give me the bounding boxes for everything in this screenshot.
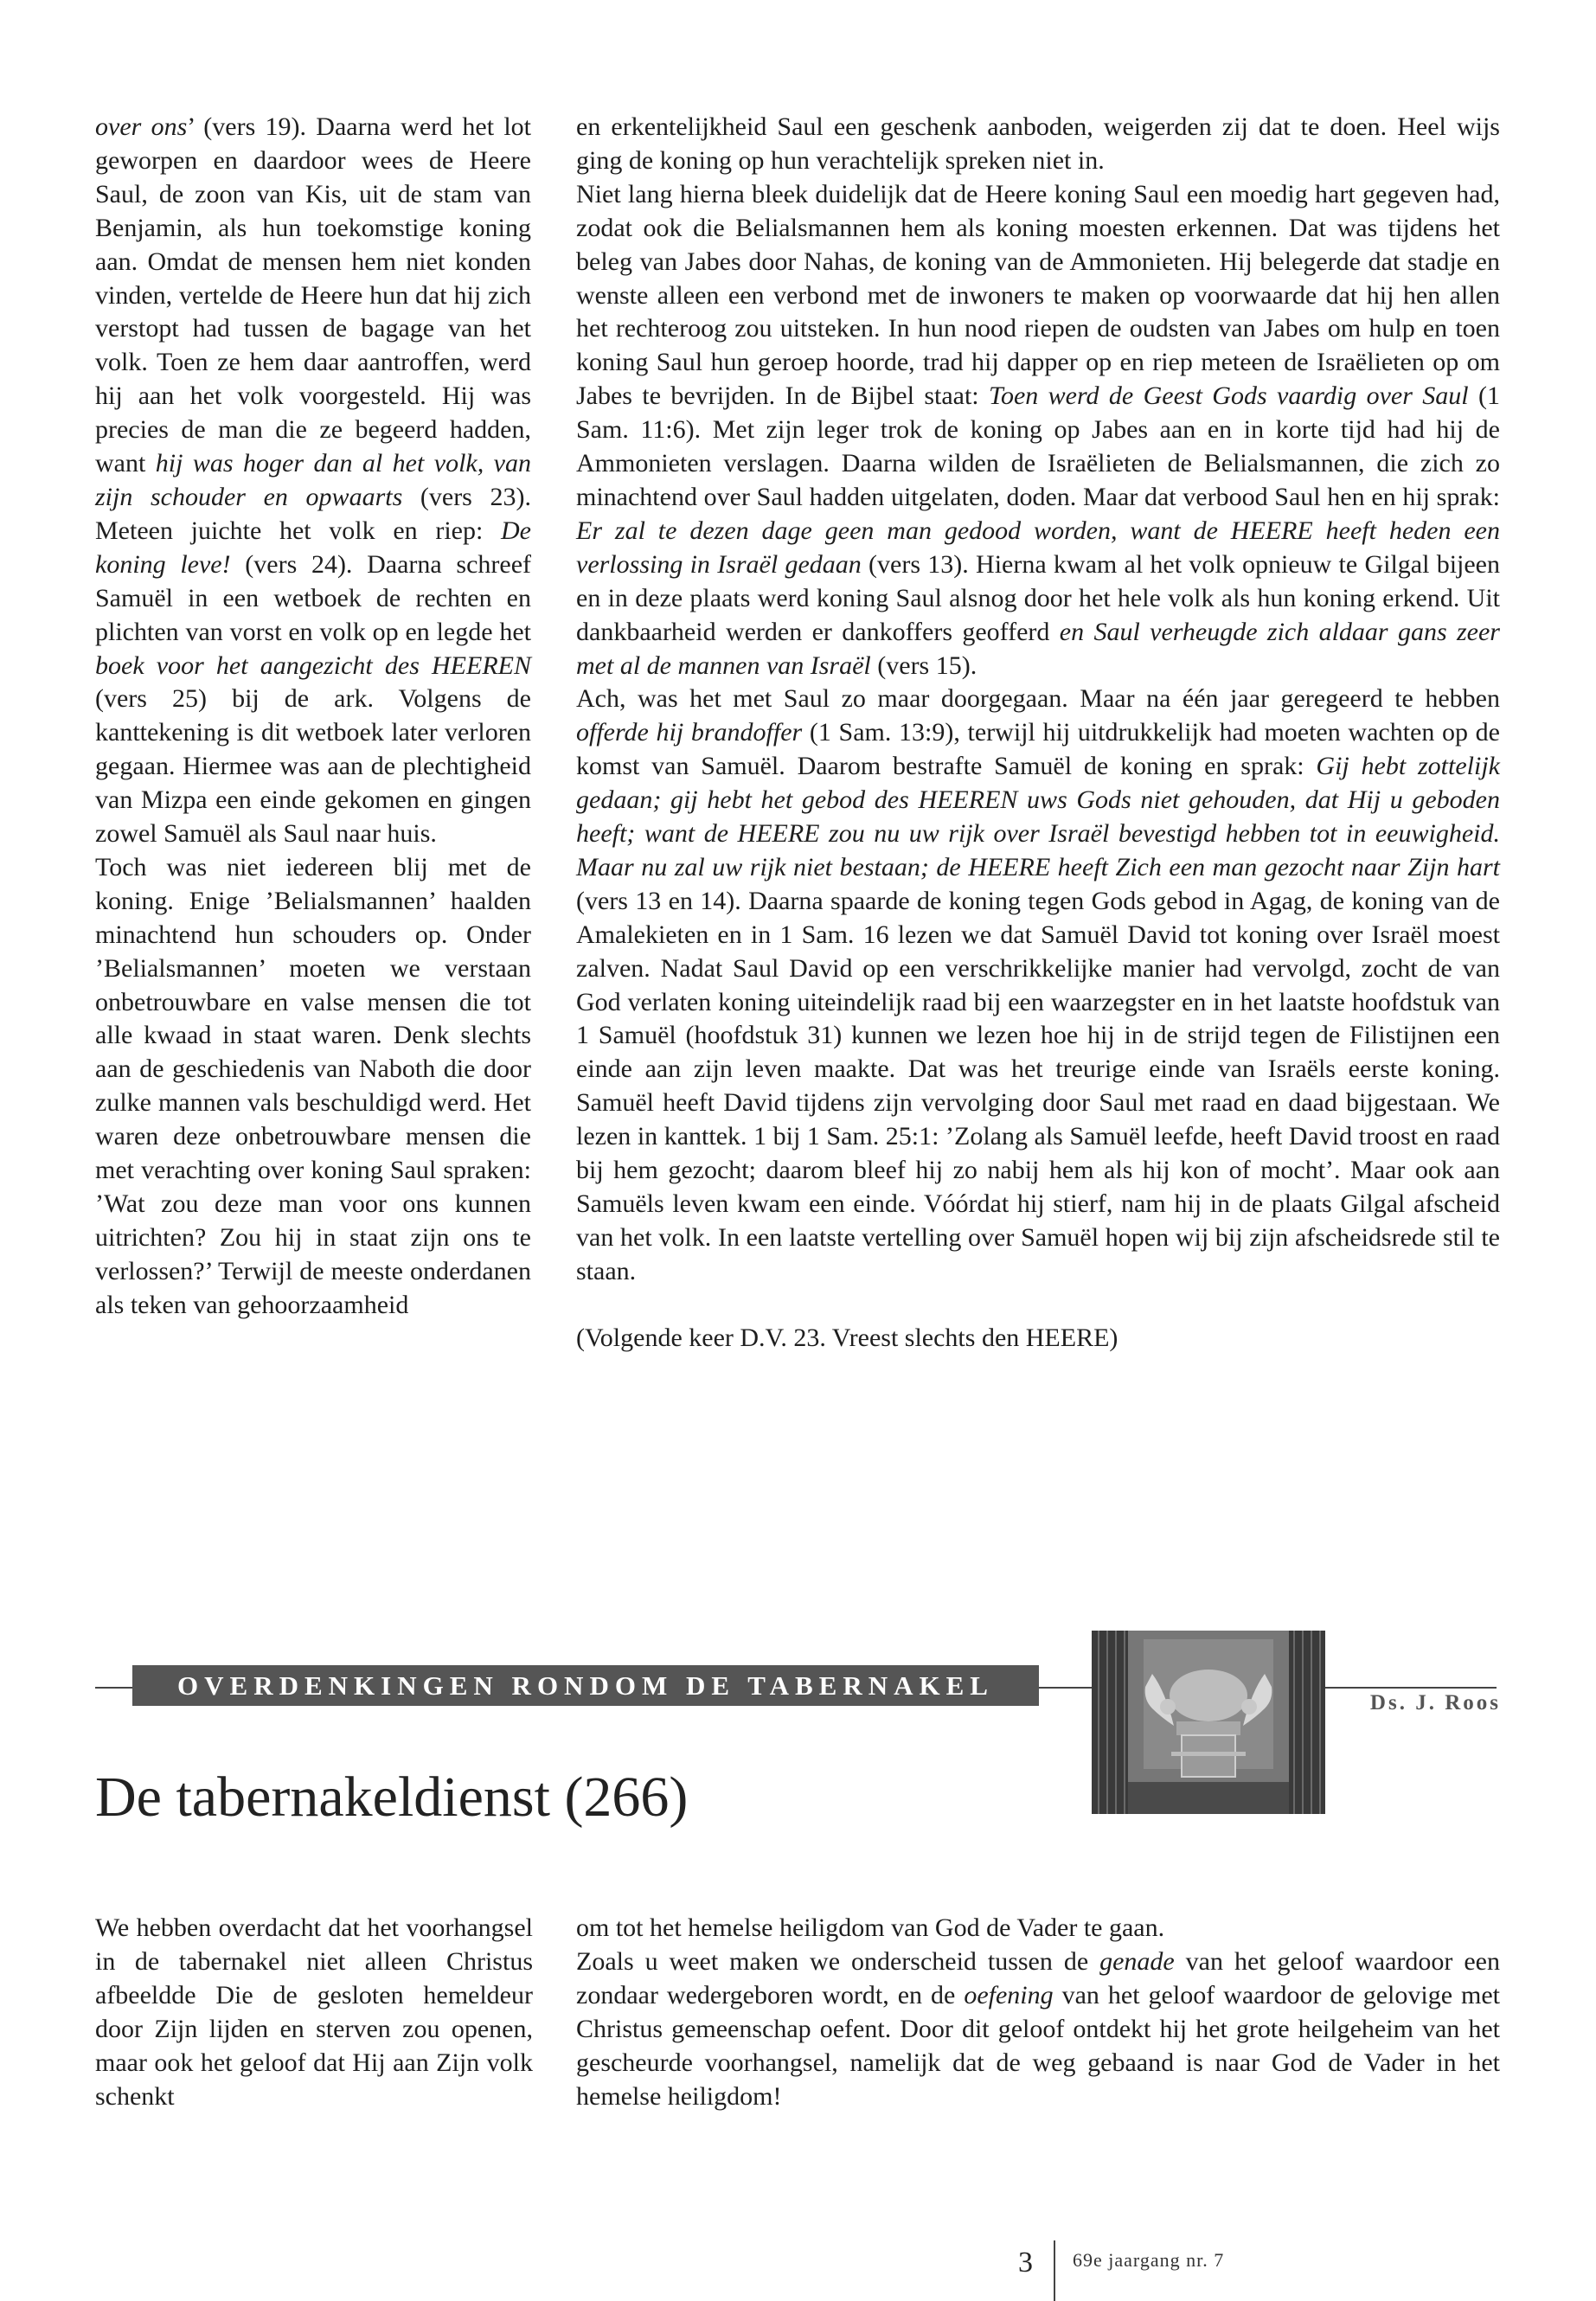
- paragraph: over ons’ (vers 19). Daarna werd het lot geworpen en daardoor wees de Heere Saul, de zoon van Kis, uit de stam van Benjamin, als hun toekomstige koning aan. Omdat de mensen hem niet konden vinden, vertelde de Heere hun dat hij zich verstopt had tussen de bagage van het volk. Toen ze hem daar aantroffen, werd hij aan het volk voorgesteld. Hij was precies de man die ze begeerd hadden, want hij was hoger dan al het volk, van zijn schouder en opwaarts (vers 23). Meteen juichte het volk en riep: De koning leve! (vers 24). Daarna schreef Samuël in een wetboek de rechten en plichten van vorst en volk op en legde het boek voor het aangezicht des HEEREN (vers 25) bij de ark. Volgens de kanttekening is dit wetboek later verloren gegaan. Hiermee was aan de plechtigheid van Mizpa een einde gekomen en gingen zowel Samuël als Saul naar huis.: [95, 112, 532, 849]
- paragraph: Niet lang hierna bleek duidelijk dat de Heere koning Saul een moedig hart gegeven had, zodat ook die Belialsmannen hem als koning moesten erkennen. Dat was tijdens het beleg van Jabes door Nahas, de koning van de Ammonieten. Hij belegerde dat stadje en wenste alleen een verbond met de inwoners te maken op voorwaarde dat hij hen allen het rechteroog zou uitsteken. In hun nood riepen de oudsten van Jabes om hulp en toen koning Saul hun geroep hoorde, trad hij dapper op en riep meteen de Israëlieten op om Jabes te bevrijden. In de Bijbel staat: Toen werd de Geest Gods vaardig over Saul (1 Sam. 11:6). Met zijn leger trok de koning op Jabes aan en in korte tijd had hij de Ammonieten verslagen. Daarna wilden de Israëlieten de Belialsmannen, die zich zo minachtend over Saul hadden uitgelaten, doden. Maar dat verbood Saul hen en hij sprak: Er zal te dezen dage geen man gedood worden, want de HEERE heeft heden een verlossing in Israël gedaan (vers 13). Hierna kwam al het volk opnieuw te Gilgal bijeen en in deze plaats werd koning Saul alsnog door het hele volk als hun koning erkend. Uit dankbaarheid werden er dankoffers geofferd en Saul verheugde zich aldaar gans zeer met al de mannen van Israël (vers 15).: [576, 179, 1501, 680]
- author-name: Ds. J. Roos: [1369, 1691, 1501, 1715]
- paragraph: Ach, was het met Saul zo maar doorgegaan. Maar na één jaar geregeerd te hebben offerde hij brandoffer (1 Sam. 13:9), terwijl hij uitdrukkelijk had moeten wachten op de komst van Samuël. Daarom bestrafte Samuël de koning en sprak: Gij hebt zottelijk gedaan; gij hebt het gebod des HEEREN uws Gods niet gehouden, dat Hij u geboden heeft; want de HEERE zou nu uw rijk over Israël bevestigd hebben tot in eeuwigheid. Maar nu zal uw rijk niet bestaan; de HEERE heeft Zich een man gezocht naar Zijn hart (vers 13 en 14). Daarna spaarde de koning tegen Gods gebod in Agag, de koning van de Amalekieten en in 1 Sam. 16 lezen we dat Samuël David tot koning over Israël moest zalven. Nadat Saul David op een verschrikkelijke manier had vervolgd, zocht de van God verlaten koning uiteindelijk raad bij een waarzegster en in het laatste hoofdstuk van 1 Samuël (hoofdstuk 31) kunnen we lezen hoe hij in de strijd tegen de Filistijnen een einde aan zijn leven maakte. Dat was het treurige einde van Israëls eerste koning. Samuël heeft David tijdens zijn vervolging door Saul met raad en daad bijgestaan. We lezen in kanttek. 1 bij 1 Sam. 25:1: ’Zolang als Samuël leefde, heeft David troost en raad bij hem gezocht; daarom bleef hij zo nabij hem als hij kon of mocht’. Maar ook aan Samuëls leven kwam een einde. Vóórdat hij stierf, nam hij in de plaats Gilgal afscheid van het volk. In een laatste vertelling over Samuël hopen wij bij zijn afscheidsrede stil te staan.: [576, 684, 1500, 1285]
- section-banner: OVERDENKINGEN RONDOM DE TABERNAKEL: [132, 1665, 1039, 1706]
- next-issue-note: (Volgende keer D.V. 23. Vreest slechts den HEERE): [576, 1323, 1118, 1352]
- left-column: [95, 111, 531, 1323]
- tabernacle-ark-illustration: [1092, 1631, 1325, 1814]
- footer-divider: [1054, 2240, 1055, 2301]
- paragraph: en erkentelijkheid Saul een geschenk aanboden, weigerden zij dat te doen. Heel wijs ging de koning op hun verachtelijk spreken niet in.: [576, 112, 1500, 175]
- paragraph: Zoals u weet maken we onderscheid tussen de genade van het geloof waardoor een zondaar wedergeboren wordt, en de oefening van het geloof waardoor de gelovige met Christus gemeenschap oefent. Door dit geloof ontdekt hij het grote heilgeheim van het gescheurde voorhangsel, namelijk dat de weg gebaand is naar God de Vader in het hemelse heiligdom!: [576, 1946, 1500, 2111]
- article-title: De tabernakeldienst (266): [95, 1766, 689, 1829]
- paragraph: Toch was niet iedereen blij met de koning. Enige ’Belialsmannen’ haalden minachtend hun schouders op. Onder ’Belialsmannen’ moeten we verstaan onbetrouwbare en valse mensen die tot alle kwaad in staat waren. Denk slechts aan de geschiedenis van Naboth die door zulke mannen vals beschuldigd werd. Het waren deze onbetrouwbare mensen die met verachting over koning Saul spraken: ’Wat zou deze man voor ons kunnen uitrichten? Zou hij in staat zijn ons te verlossen?’ Terwijl de meeste onderdanen als teken van gehoorzaamheid: [95, 852, 531, 1319]
- paragraph: We hebben overdacht dat het voorhangsel in de tabernakel niet alleen Christus afbeeldde Die de gesloten hemeldeur door Zijn lijden en sterven zou openen, maar ook het geloof dat Hij aan Zijn volk schenkt: [95, 1913, 533, 2111]
- paragraph: om tot het hemelse heiligdom van God de Vader te gaan.: [576, 1913, 1165, 1942]
- right-column-lower: [576, 1912, 1500, 2113]
- right-column: [576, 111, 1500, 1356]
- journal-issue: 69e jaargang nr. 7: [1073, 2249, 1225, 2271]
- left-column-lower: [95, 1912, 533, 2113]
- page-number: 3: [1018, 2247, 1033, 2279]
